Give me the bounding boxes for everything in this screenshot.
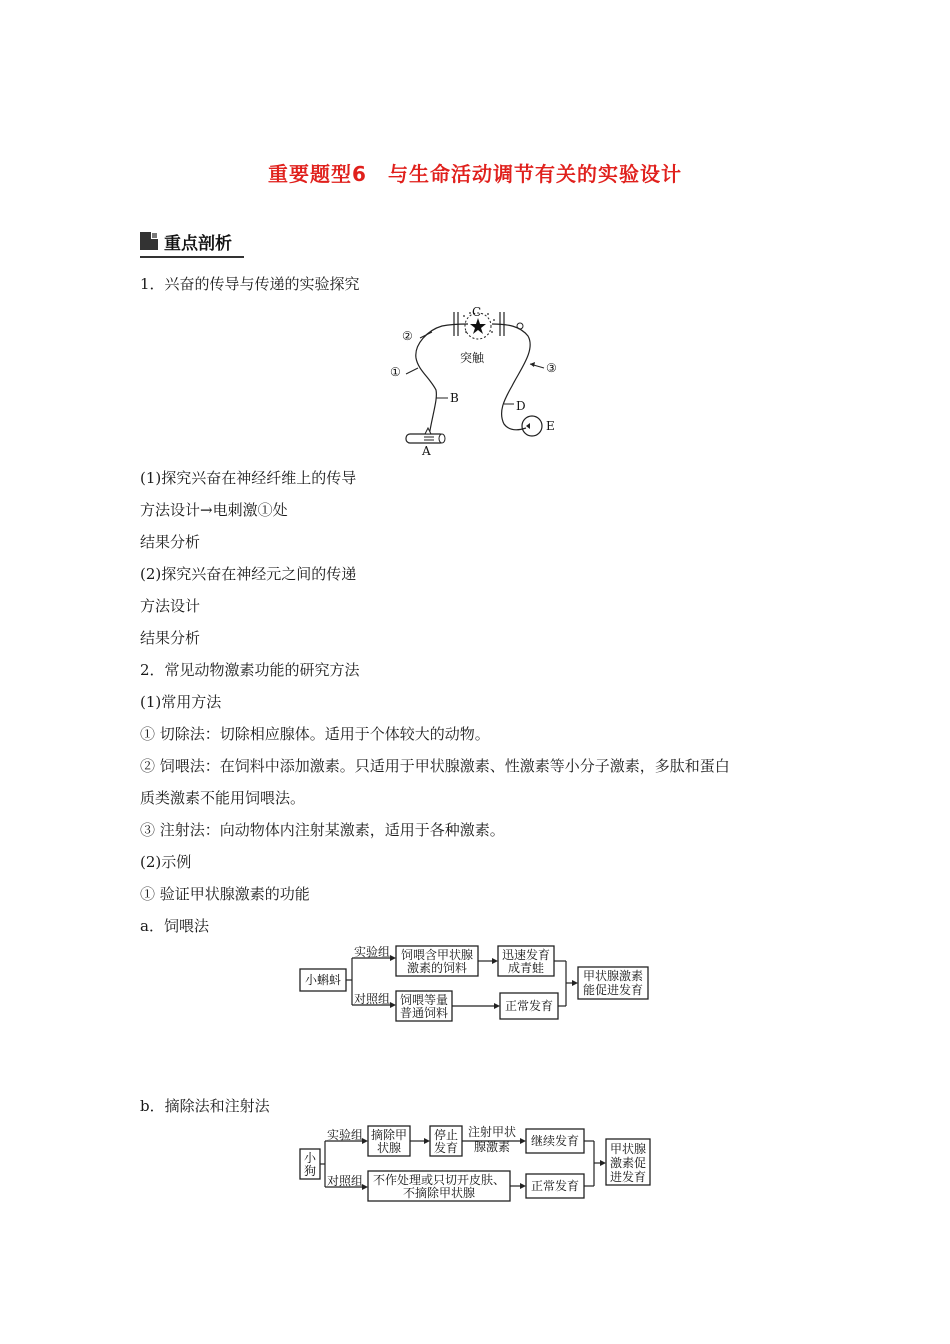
sub-example: (2)示例 — [140, 853, 192, 871]
inject-line2: 腺激素 — [473, 1140, 511, 1154]
result-1: 结果分析 — [140, 533, 201, 551]
method-injection: ③ 注射法：向动物体内注射某激素，适用于各种激素。 — [140, 821, 505, 839]
excise-line2: 状腺 — [376, 1141, 402, 1155]
section-underline — [140, 256, 244, 258]
conclusion-line1: 甲状腺激素 — [582, 969, 644, 983]
sub-2: (2)探究兴奋在神经元之间的传递 — [140, 565, 357, 583]
label-2: ② — [402, 329, 413, 343]
label-3: ③ — [546, 361, 557, 375]
inject-line1: 注射甲状 — [467, 1125, 517, 1139]
neuron-synapse-diagram — [380, 300, 580, 460]
ctrl-step-line1: 饲喂等量 — [399, 993, 449, 1007]
exp-group-label: 实验组 — [354, 945, 391, 959]
example-1: ① 验证甲状腺激素的功能 — [140, 885, 310, 903]
method-feeding-cont: 质类激素不能用饲喂法。 — [140, 789, 306, 807]
animal-dog-line2: 狗 — [303, 1164, 317, 1178]
exp-result-line1: 迅速发育 — [501, 948, 551, 962]
exp-result-line2: 成青蛙 — [507, 961, 545, 975]
conclusion-b-line2: 激素促 — [609, 1156, 647, 1170]
sub-common-methods: (1)常用方法 — [140, 693, 222, 711]
section-heading-text: 重点剖析 — [164, 233, 232, 254]
heading-1: 1．兴奋的传导与传递的实验探究 — [140, 275, 360, 293]
label-e: E — [546, 419, 555, 433]
conclusion-b-line1: 甲状腺 — [609, 1142, 647, 1156]
label-d: D — [516, 399, 526, 413]
animal-tadpole: 小蝌蚪 — [304, 973, 342, 987]
label-b: B — [450, 391, 459, 405]
heading-2: 2．常见动物激素功能的研究方法 — [140, 661, 360, 679]
feeding-flowchart — [298, 943, 654, 1025]
ctrl-step-b-line2: 不摘除甲状腺 — [402, 1186, 476, 1200]
exp-step-line1: 饲喂含甲状腺 — [400, 948, 474, 962]
method-excision: ① 切除法：切除相应腺体。适用于个体较大的动物。 — [140, 725, 490, 743]
stop-line1: 停止 — [433, 1128, 459, 1142]
label-c: C — [472, 305, 482, 319]
method-1: 方法设计→电刺激①处 — [140, 501, 288, 519]
ctrl-result-b: 正常发育 — [530, 1179, 580, 1193]
ctrl-group-label: 对照组 — [354, 992, 391, 1006]
conclusion-b-line3: 进发育 — [609, 1170, 647, 1184]
exp-result-b: 继续发育 — [530, 1134, 580, 1148]
method-2: 方法设计 — [140, 597, 201, 615]
ctrl-group-label-b: 对照组 — [327, 1174, 364, 1188]
ctrl-step-b-line1: 不作处理或只切开皮肤、 — [372, 1173, 506, 1187]
example-b: b．摘除法和注射法 — [140, 1097, 270, 1115]
exp-step-line2: 激素的饲料 — [406, 961, 468, 975]
example-a: a．饲喂法 — [140, 917, 209, 935]
method-feeding: ② 饲喂法：在饲料中添加激素。只适用于甲状腺激素、性激素等小分子激素，多肽和蛋白 — [140, 757, 730, 775]
animal-dog-line1: 小 — [303, 1151, 317, 1165]
label-synapse: 突触 — [460, 351, 485, 365]
page-title: 重要题型6 与生命活动调节有关的实验设计 — [268, 162, 682, 186]
excision-injection-flowchart — [298, 1123, 654, 1203]
ctrl-result: 正常发育 — [504, 999, 554, 1013]
label-1: ① — [390, 365, 401, 379]
section-heading — [140, 228, 232, 254]
label-a: A — [422, 444, 431, 458]
section-square-icon — [140, 232, 158, 250]
conclusion-line2: 能促进发育 — [582, 983, 644, 997]
excise-line1: 摘除甲 — [370, 1128, 408, 1142]
ctrl-step-line2: 普通饲料 — [399, 1006, 449, 1020]
result-2: 结果分析 — [140, 629, 201, 647]
exp-group-label-b: 实验组 — [327, 1128, 364, 1142]
sub-1: (1)探究兴奋在神经纤维上的传导 — [140, 469, 357, 487]
stop-line2: 发育 — [433, 1141, 459, 1155]
